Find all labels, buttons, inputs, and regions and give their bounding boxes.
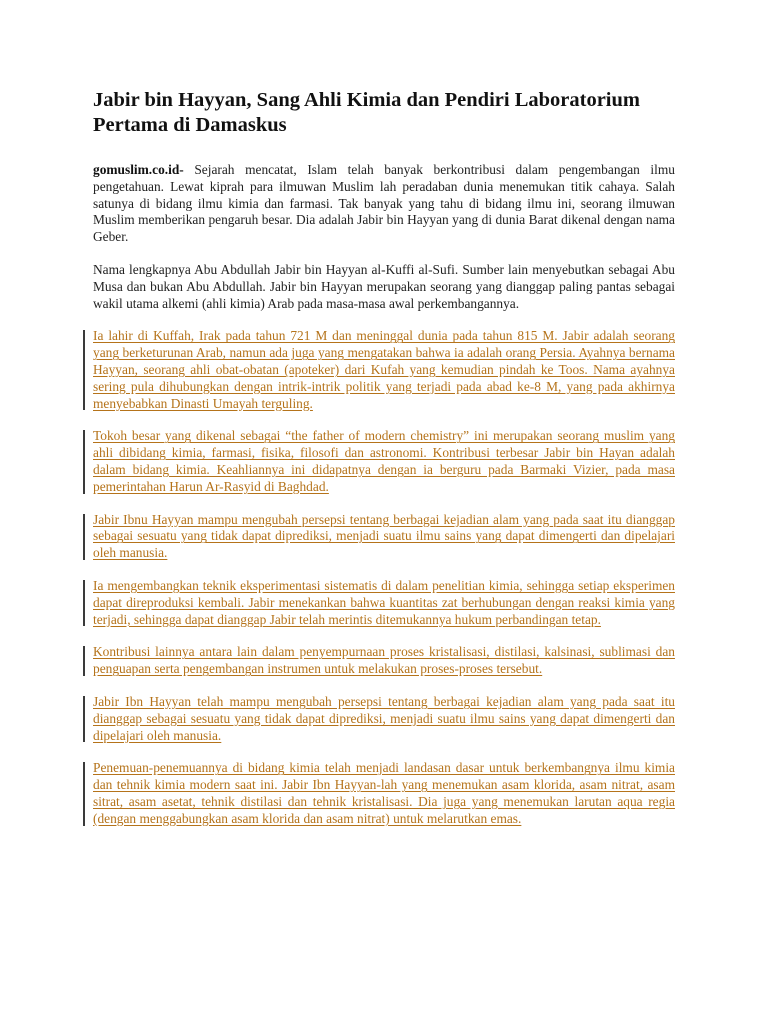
tracked-paragraph [93,512,675,562]
tracked-paragraph-text: Tokoh besar yang dikenal sebagai “the father of modern chemistry” ini merupakan seorang muslim yang ahli dibidang kimia, farmasi, fisika, filosofi dan astronomi. Kontribusi terbesar Jabir bin Hayan adalah dalam bidang kimia. Keahliannya ini didapatnya dengan ia berguru pada Barmaki Vizier, pada masa pemerintahan Harun Ar-Rasyid di Baghdad. [93,428,675,494]
name-paragraph: Nama lengkapnya Abu Abdullah Jabir bin Hayyan al-Kuffi al-Sufi. Sumber lain menyebutkan sebagai Abu Musa dan bukan Abu Abdullah. Jabir bin Hayyan merupakan seorang yang dianggap paling pantas sebagai wakil utama alkemi (ahli kimia) Arab pada masa-masa awal perkembangannya. [93,261,675,311]
tracked-paragraph [93,694,675,744]
document-title: Jabir bin Hayyan, Sang Ahli Kimia dan Pendiri Laboratorium Pertama di Damaskus [93,89,640,136]
intro-paragraph [93,162,675,246]
change-bar [83,330,85,410]
tracked-paragraph [93,578,675,628]
source-label: gomuslim.co.id- [93,162,184,177]
tracked-paragraph-text: Ia mengembangkan teknik eksperimentasi sistematis di dalam penelitian kimia, sehingga setiap eksperimen dapat direproduksi kembali. Jabir menekankan bahwa kuantitas zat berhubungan dengan reaksi kimia yang terjadi, sehingga dapat dianggap Jabir telah merintis ditemukannya hukum perbandingan tetap. [93,577,675,627]
tracked-paragraph [93,428,675,495]
tracked-paragraph [93,644,675,678]
change-bar [83,580,85,626]
tracked-paragraph-text: Kontribusi lainnya antara lain dalam penyempurnaan proses kristalisasi, distilasi, kalsinasi, sublimasi dan penguapan serta pengembangan instrumen untuk melakukan proses-proses tersebut. [93,644,675,677]
tracked-paragraph-text: Ia lahir di Kuffah, Irak pada tahun 721 M dan meninggal dunia pada tahun 815 M. Jabir adalah seorang yang berketurunan Arab, namun ada juga yang mengatakan bahwa ia adalah orang Persia. Ayahnya bernama Hayyan, seorang ahli obat-obatan (apoteker) dari Kufah yang kemudian pindah ke Toos. Nama ayahnya sering pula dihubungkan dengan intrik-intrik politik yang terjadi pada abad ke-8 M, yang pada akhirnya menyebabkan Dinasti Umayah terguling. [93,328,675,411]
intro-text: Sejarah mencatat, Islam telah banyak berkontribusi dalam pengembangan ilmu pengetahuan. Lewat kiprah para ilmuwan Muslim lah peradaban dunia menemukan titik cahaya. Salah satunya di bidang ilmu kimia dan farmasi. Tak banyak yang tahu di bidang ilmu ini, seorang ilmuwan Muslim memberikan pengaruh besar. Dia adalah Jabir bin Hayyan yang di dunia Barat dikenal dengan nama Geber. [93,162,675,245]
tracked-paragraph-text: Jabir Ibn Hayyan telah mampu mengubah persepsi tentang berbagai kejadian alam yang pada saat itu dianggap sebagai sesuatu yang tidak dapat diprediksi, menjadi suatu ilmu sains yang dapat dimengerti dan dipelajari oleh manusia. [93,693,675,743]
tracked-paragraph [93,760,675,827]
tracked-paragraph-text: Jabir Ibnu Hayyan mampu mengubah persepsi tentang berbagai kejadian alam yang pada saat itu dianggap sebagai sesuatu yang tidak dapat diprediksi, menjadi suatu ilmu sains yang dapat dimengerti dan dipelajari oleh manusia. [93,511,675,561]
tracked-paragraph-text: Penemuan-penemuannya di bidang kimia telah menjadi landasan dasar untuk berkembangnya ilmu kimia dan tehnik kimia modern saat ini. Jabir Ibn Hayyan-lah yang menemukan asam klorida, asam nitrat, asam sitrat, asam asetat, tehnik distilasi dan tehnik kristalisasi. Dia juga yang menemukan larutan aqua regia (dengan menggabungkan asam klorida dan asam nitrat) untuk melarutkan emas. [93,760,675,826]
change-bar [83,696,85,742]
change-bar [83,514,85,560]
change-bar [83,646,85,676]
tracked-paragraph [93,328,675,412]
change-bar [83,762,85,825]
change-bar [83,430,85,493]
